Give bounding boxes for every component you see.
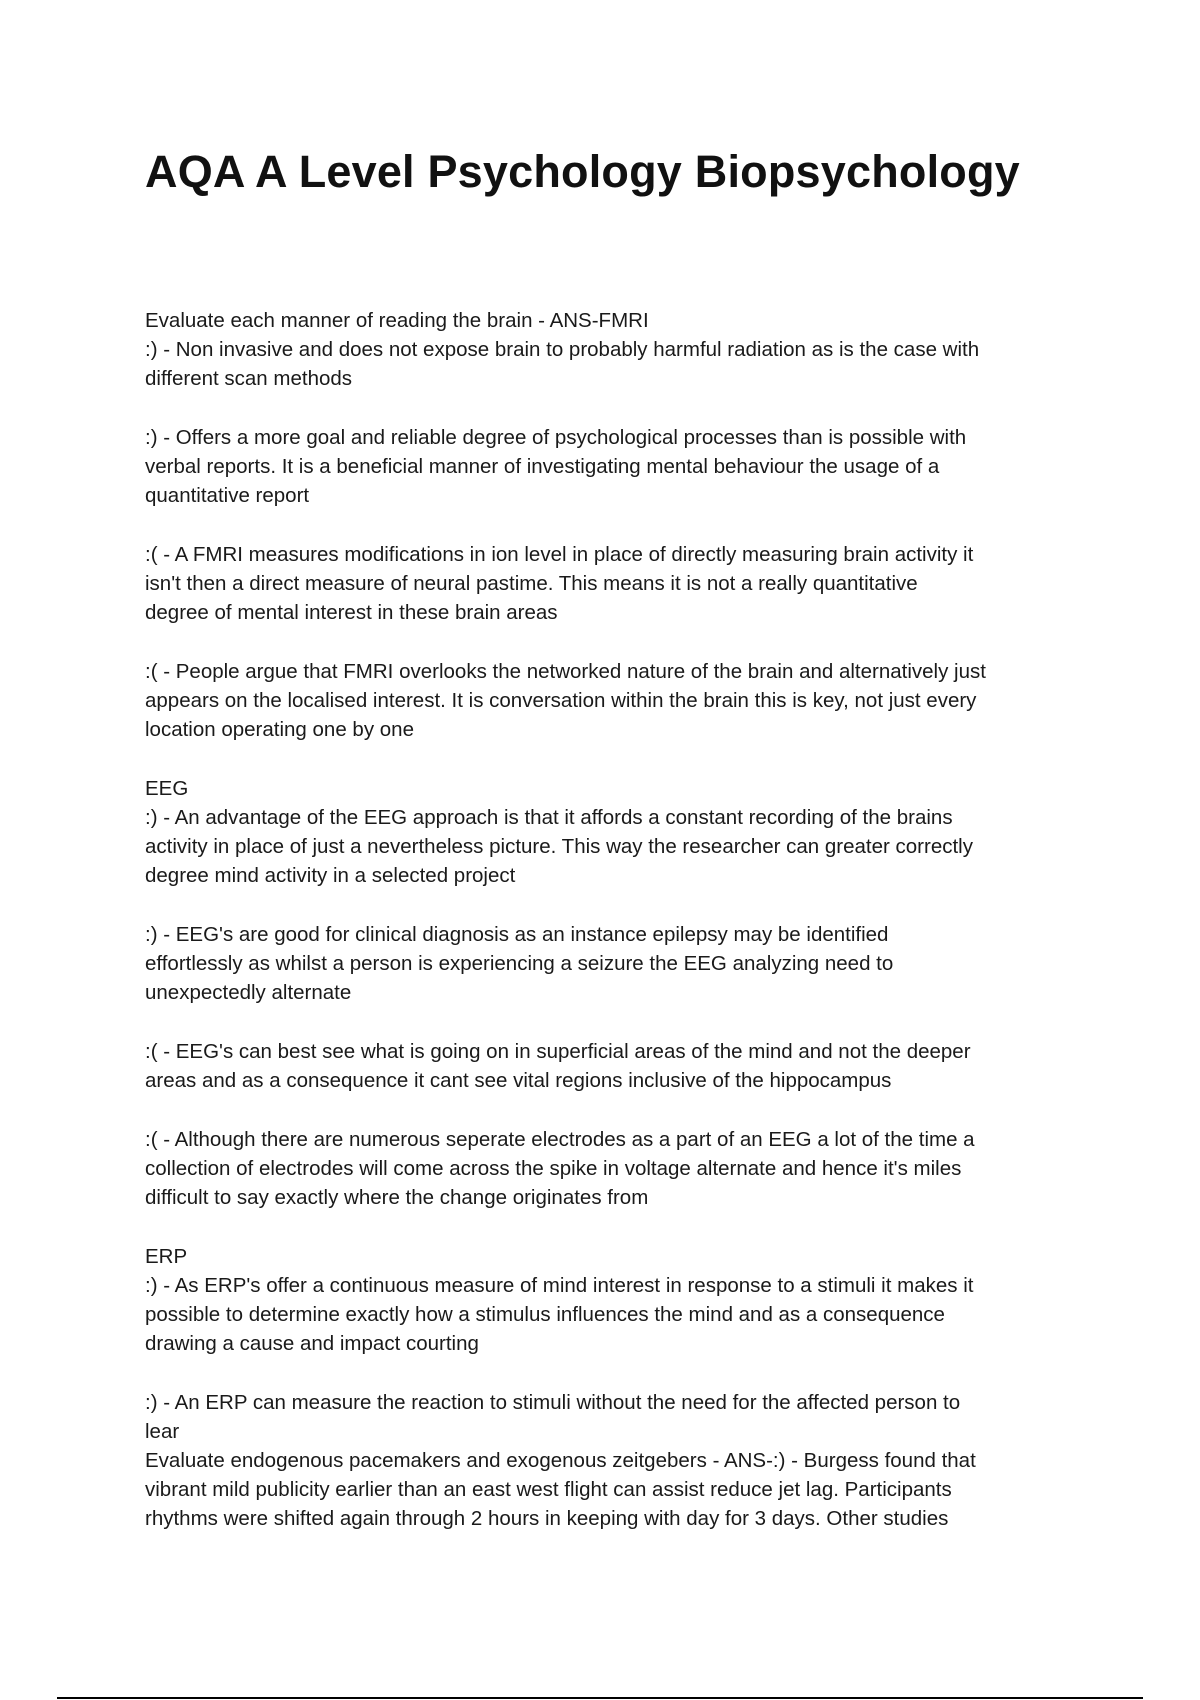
eeg-heading: EEG xyxy=(145,777,189,800)
erp-point-2: :) - An ERP can measure the reaction to stimuli without the need for the affected person to lear Evaluate endogenous pacemakers and exogenous zeitgebers - ANS-:) - Burgess found that vibrant mild publicity earlier than an east west flight can assist reduce jet lag. Participants rhythms were shifted again through 2 hours in keeping with day for 3 days. Other studies xyxy=(145,1391,976,1530)
erp-heading: ERP xyxy=(145,1245,188,1268)
question-intro: Evaluate each manner of reading the brain - ANS-FMRI xyxy=(145,309,649,332)
document-body xyxy=(145,306,1065,1533)
document-title: AQA A Level Psychology Biopsychology xyxy=(145,146,1020,197)
eeg-point-3: :( - EEG's can best see what is going on in superficial areas of the mind and not the deeper areas and as a consequence it cant see vital regions inclusive of the hippocampus xyxy=(145,1040,971,1092)
fmri-point-2: :) - Offers a more goal and reliable degree of psychological processes than is possible with verbal reports. It is a beneficial manner of investigating mental behaviour the usage of a quantitative report xyxy=(145,426,967,507)
eeg-point-4: :( - Although there are numerous seperate electrodes as a part of an EEG a lot of the time a collection of electrodes will come across the spike in voltage alternate and hence it's miles difficult to say exactly where the change originates from xyxy=(145,1128,975,1209)
eeg-point-1: :) - An advantage of the EEG approach is that it affords a constant recording of the brains activity in place of just a nevertheless picture. This way the researcher can greater correctly degree mind activity in a selected project xyxy=(145,806,973,887)
fmri-point-3: :( - A FMRI measures modifications in ion level in place of directly measuring brain activity it isn't then a direct measure of neural pastime. This means it is not a really quantitative degree of mental interest in these brain areas xyxy=(145,543,974,624)
footer-divider xyxy=(57,1697,1143,1699)
fmri-point-1: :) - Non invasive and does not expose brain to probably harmful radiation as is the case with different scan methods xyxy=(145,338,980,390)
erp-point-1: :) - As ERP's offer a continuous measure of mind interest in response to a stimuli it makes it possible to determine exactly how a stimulus influences the mind and as a consequence drawing a cause and impact courting xyxy=(145,1274,974,1355)
fmri-point-4: :( - People argue that FMRI overlooks the networked nature of the brain and alternatively just appears on the localised interest. It is conversation within the brain this is key, not just every location operating one by one xyxy=(145,660,986,741)
eeg-point-2: :) - EEG's are good for clinical diagnosis as an instance epilepsy may be identified effortlessly as whilst a person is experiencing a seizure the EEG analyzing need to unexpectedly alternate xyxy=(145,923,894,1004)
